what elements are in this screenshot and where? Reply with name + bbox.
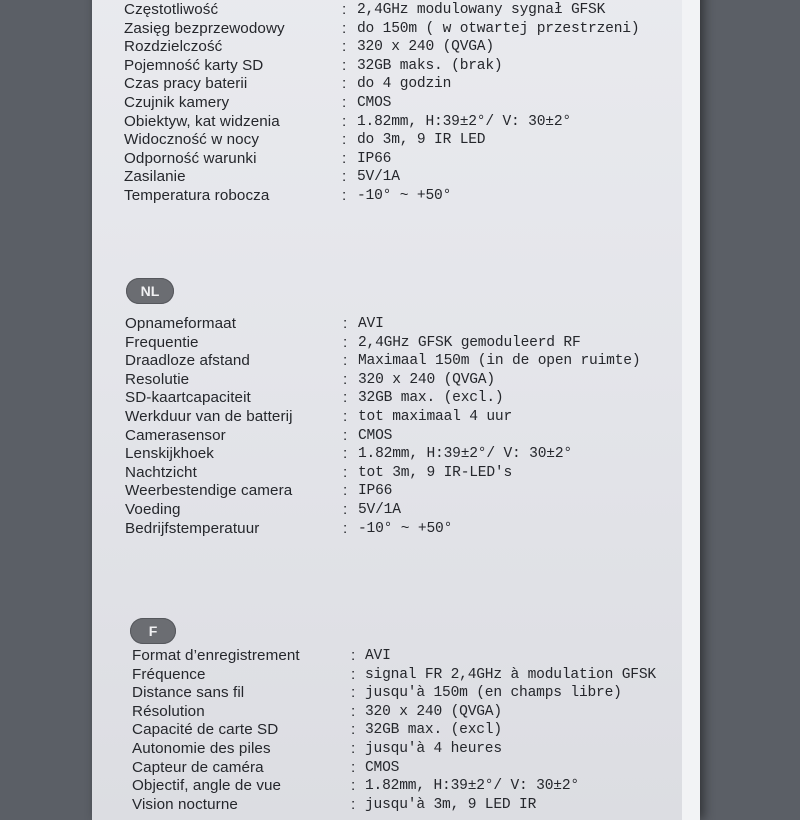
spec-label: Widoczność w nocy (124, 131, 260, 149)
spec-value: 32GB max. (excl) (365, 722, 502, 739)
spec-separator: : (351, 647, 356, 664)
spec-label: Objectif, angle de vue (132, 777, 282, 795)
spec-separator: : (351, 739, 356, 757)
spec-value: 2,4GHz modulowany sygnał GFSK (357, 2, 606, 18)
spec-value: 320 x 240 (QVGA) (365, 703, 502, 720)
spec-value: 1.82mm, H:39±2°/ V: 30±2° (357, 113, 571, 130)
spec-value: jusqu'à 3m, 9 LED IR (365, 796, 537, 813)
spec-separator: : (343, 482, 348, 500)
spec-separator: : (342, 56, 347, 74)
spec-separator: : (342, 38, 347, 56)
spec-value: jusqu'à 150m (en champs libre) (365, 685, 622, 702)
spec-label: Résolution (132, 702, 205, 720)
spec-separator: : (342, 19, 347, 37)
spec-label: Vision nocturne (132, 795, 238, 813)
spec-label: Bedrijfstemperatuur (125, 519, 260, 537)
spec-label: Zasięg bezprzewodowy (124, 19, 285, 37)
spec-label: Autonomie des piles (132, 739, 271, 757)
spec-value: IP66 (357, 150, 392, 167)
spec-label: Częstotliwość (124, 1, 219, 18)
spec-label: Fréquence (132, 665, 206, 683)
spec-label: Czas pracy baterii (124, 75, 248, 93)
spec-label: Obiektyw, kat widzenia (124, 112, 280, 130)
spec-separator: : (343, 463, 348, 481)
spec-separator: : (351, 777, 356, 795)
spec-label: Zasilanie (124, 168, 186, 186)
spec-separator: : (351, 721, 356, 739)
spec-separator: : (342, 93, 347, 111)
spec-value: 320 x 240 (QVGA) (357, 39, 494, 56)
spec-value: 32GB max. (excl.) (358, 390, 504, 407)
spec-separator: : (343, 500, 348, 518)
spec-separator: : (343, 407, 348, 425)
spec-separator: : (342, 1, 347, 18)
spec-value: jusqu'à 4 heures (365, 740, 502, 757)
spec-label: Lenskijkhoek (125, 445, 215, 463)
spec-label: Opnameformaat (125, 315, 237, 332)
spec-label: Rozdzielczość (124, 38, 223, 56)
spec-separator: : (342, 131, 347, 149)
spec-label: Pojemność karty SD (124, 56, 264, 74)
spec-value: 1.82mm, H:39±2°/ V: 30±2° (365, 778, 579, 795)
spec-value: 2,4GHz GFSK gemoduleerd RF (358, 334, 581, 351)
spec-label: Draadloze afstand (125, 352, 250, 370)
spec-value: -10° ~ +50° (357, 187, 452, 204)
spec-label: SD-kaartcapaciteit (125, 389, 251, 407)
manual-page (92, 0, 700, 820)
spec-value: 1.82mm, H:39±2°/ V: 30±2° (358, 446, 572, 463)
spec-separator: : (343, 426, 348, 444)
spec-separator: : (351, 795, 356, 813)
spec-value: do 3m, 9 IR LED (357, 132, 486, 149)
spec-separator: : (351, 758, 356, 776)
spec-separator: : (343, 370, 348, 388)
spec-label: Odporność warunki (124, 149, 257, 167)
spec-value: IP66 (358, 483, 393, 500)
spec-label: Capacité de carte SD (132, 721, 279, 739)
spec-separator: : (343, 389, 348, 407)
spec-label: Frequentie (125, 333, 199, 351)
spec-value: tot 3m, 9 IR-LED's (358, 464, 513, 481)
spec-separator: : (351, 665, 356, 683)
spec-label: Nachtzicht (125, 463, 197, 481)
spec-value: do 4 godzin (357, 76, 452, 93)
spec-separator: : (343, 315, 348, 332)
spec-value: CMOS (358, 427, 393, 444)
spec-label: Format d’enregistrement (132, 647, 300, 664)
spec-separator: : (343, 519, 348, 537)
spec-value: tot maximaal 4 uur (358, 408, 513, 425)
spec-separator: : (342, 75, 347, 93)
spec-value: -10° ~ +50° (358, 520, 453, 537)
spec-label: Weerbestendige camera (125, 482, 293, 500)
spec-label: Voeding (125, 500, 181, 518)
spec-value: CMOS (365, 759, 400, 776)
spec-separator: : (342, 112, 347, 130)
spec-separator: : (342, 168, 347, 186)
spec-value: 320 x 240 (QVGA) (358, 371, 495, 388)
spec-label: Temperatura robocza (124, 186, 270, 204)
spec-label: Distance sans fil (132, 684, 245, 702)
spec-separator: : (343, 333, 348, 351)
language-badge-fr: F (130, 618, 176, 644)
spec-label: Resolutie (125, 370, 190, 388)
spec-value: 5V/1A (358, 501, 401, 518)
spec-value: do 150m ( w otwartej przestrzeni) (357, 20, 640, 37)
spec-value: CMOS (357, 94, 392, 111)
spec-value: AVI (358, 316, 384, 332)
spec-separator: : (342, 149, 347, 167)
spec-label: Czujnik kamery (124, 93, 230, 111)
spec-separator: : (351, 702, 356, 720)
spec-value: 5V/1A (357, 169, 400, 186)
spec-separator: : (351, 684, 356, 702)
spec-label: Werkduur van de batterij (125, 407, 293, 425)
language-badge-nl: NL (126, 278, 174, 304)
spec-label: Capteur de caméra (132, 758, 264, 776)
spec-separator: : (343, 445, 348, 463)
spec-label: Camerasensor (125, 426, 226, 444)
spec-value: Maximaal 150m (in de open ruimte) (358, 353, 641, 370)
spec-value: AVI (365, 648, 391, 664)
spec-separator: : (342, 186, 347, 204)
spec-value: signal FR 2,4GHz à modulation GFSK (365, 666, 656, 683)
spec-separator: : (343, 352, 348, 370)
spec-value: 32GB maks. (brak) (357, 57, 503, 74)
